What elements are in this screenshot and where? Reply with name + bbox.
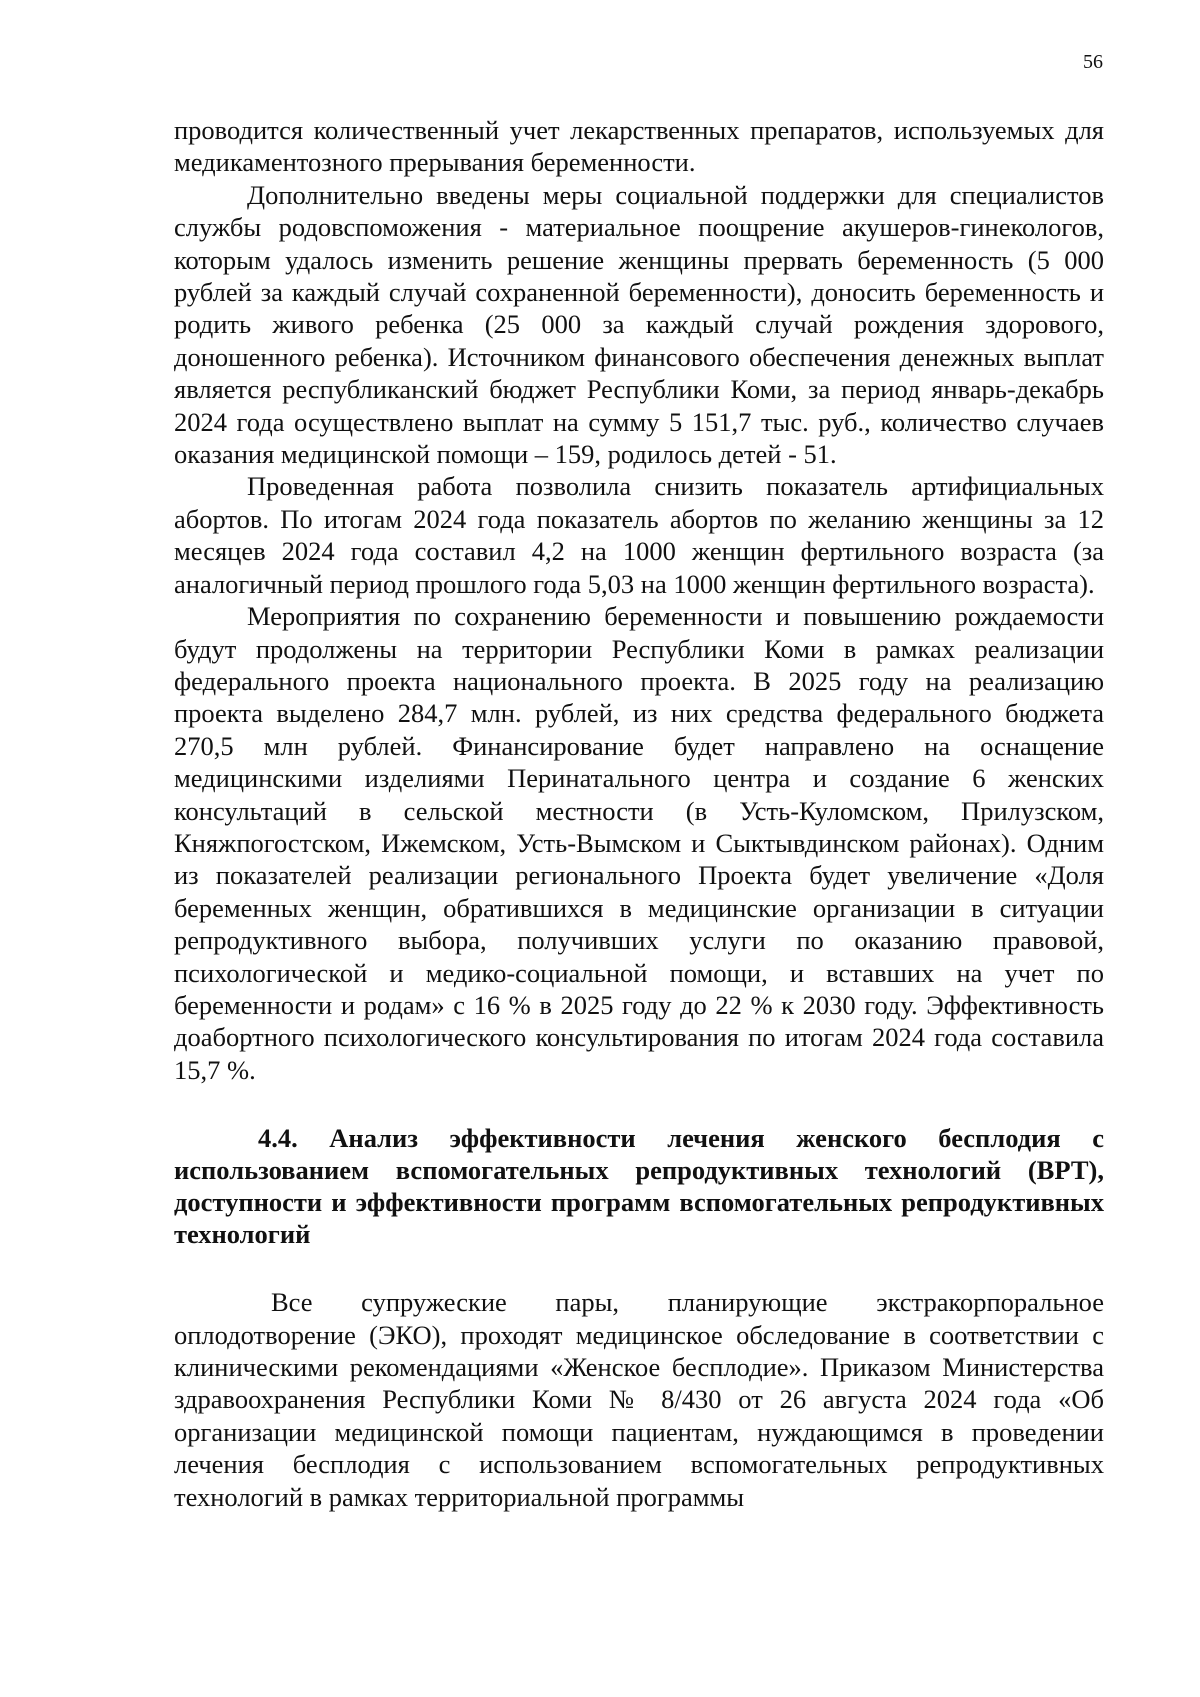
section-heading: 4.4. Анализ эффективности лечения женского бесплодия с использованием вспомогательных репродуктивных технологий (ВРТ), доступности и эффективности программ вспомогательных репродуктивных технологий	[174, 1123, 1104, 1250]
body-text	[174, 114, 1104, 1513]
paragraph-social-support: Дополнительно введены меры социальной поддержки для специалистов службы родовспоможения - материальное поощрение акушеров-гинекологов, которым удалось изменить решение женщины прервать беременность (5 000 рублей за каждый случай сохраненной беременности), доносить беременность и родить живого ребенка (25 000 за каждый случай рождения здорового, доношенного ребенка). Источником финансового обеспечения денежных выплат является республиканский бюджет Республики Коми, за период январь-декабрь 2024 года осуществлено выплат на сумму 5 151,7 тыс. руб., количество случаев оказания медицинской помощи – 159, родилось детей - 51.	[174, 179, 1104, 470]
paragraph-measures: Мероприятия по сохранению беременности и повышению рождаемости будут продолжены на территории Республики Коми в рамках реализации федерального проекта национального проекта. В 2025 году на реализацию проекта выделено 284,7 млн. рублей, из них средства федерального бюджета 270,5 млн рублей. Финансирование будет направлено на оснащение медицинскими изделиями Перинатального центра и создание 6 женских консультаций в сельской местности (в Усть-Куломском, Прилузском, Княжпогостском, Ижемском, Усть-Вымском и Сыктывдинском районах). Одним из показателей реализации регионального Проекта будет увеличение «Доля беременных женщин, обратившихся в медицинские организации в ситуации репродуктивного выбора, получивших услуги по оказанию правовой, психологической и медико-социальной помощи, и вставших на учет по беременности и родам» с 16 % в 2025 году до 22 % к 2030 году. Эффективность доабортного психологического консультирования по итогам 2024 года составила 15,7 %.	[174, 601, 1104, 1085]
paragraph-continuation: проводится количественный учет лекарственных препаратов, используемых для медикаментозного прерывания беременности.	[174, 115, 1104, 178]
paragraph-abortion-rate: Проведенная работа позволила снизить показатель артифициальных абортов. По итогам 2024 года показатель абортов по желанию женщины за 12 месяцев 2024 года составил 4,2 на 1000 женщин фертильного возраста (за аналогичный период прошлого года 5,03 на 1000 женщин фертильного возраста).	[174, 471, 1104, 599]
page-number: 56	[1083, 51, 1103, 73]
paragraph-eco: Все супружеские пары, планирующие экстракорпоральное оплодотворение (ЭКО), проходят медицинское обследование в соответствии с клиническими рекомендациями «Женское бесплодие». Приказом Министерства здравоохранения Республики Коми № 8/430 от 26 августа 2024 года «Об организации медицинской помощи пациентам, нуждающимся в проведении лечения бесплодия с использованием вспомогательных репродуктивных технологий в рамках территориальной программы	[174, 1287, 1104, 1512]
